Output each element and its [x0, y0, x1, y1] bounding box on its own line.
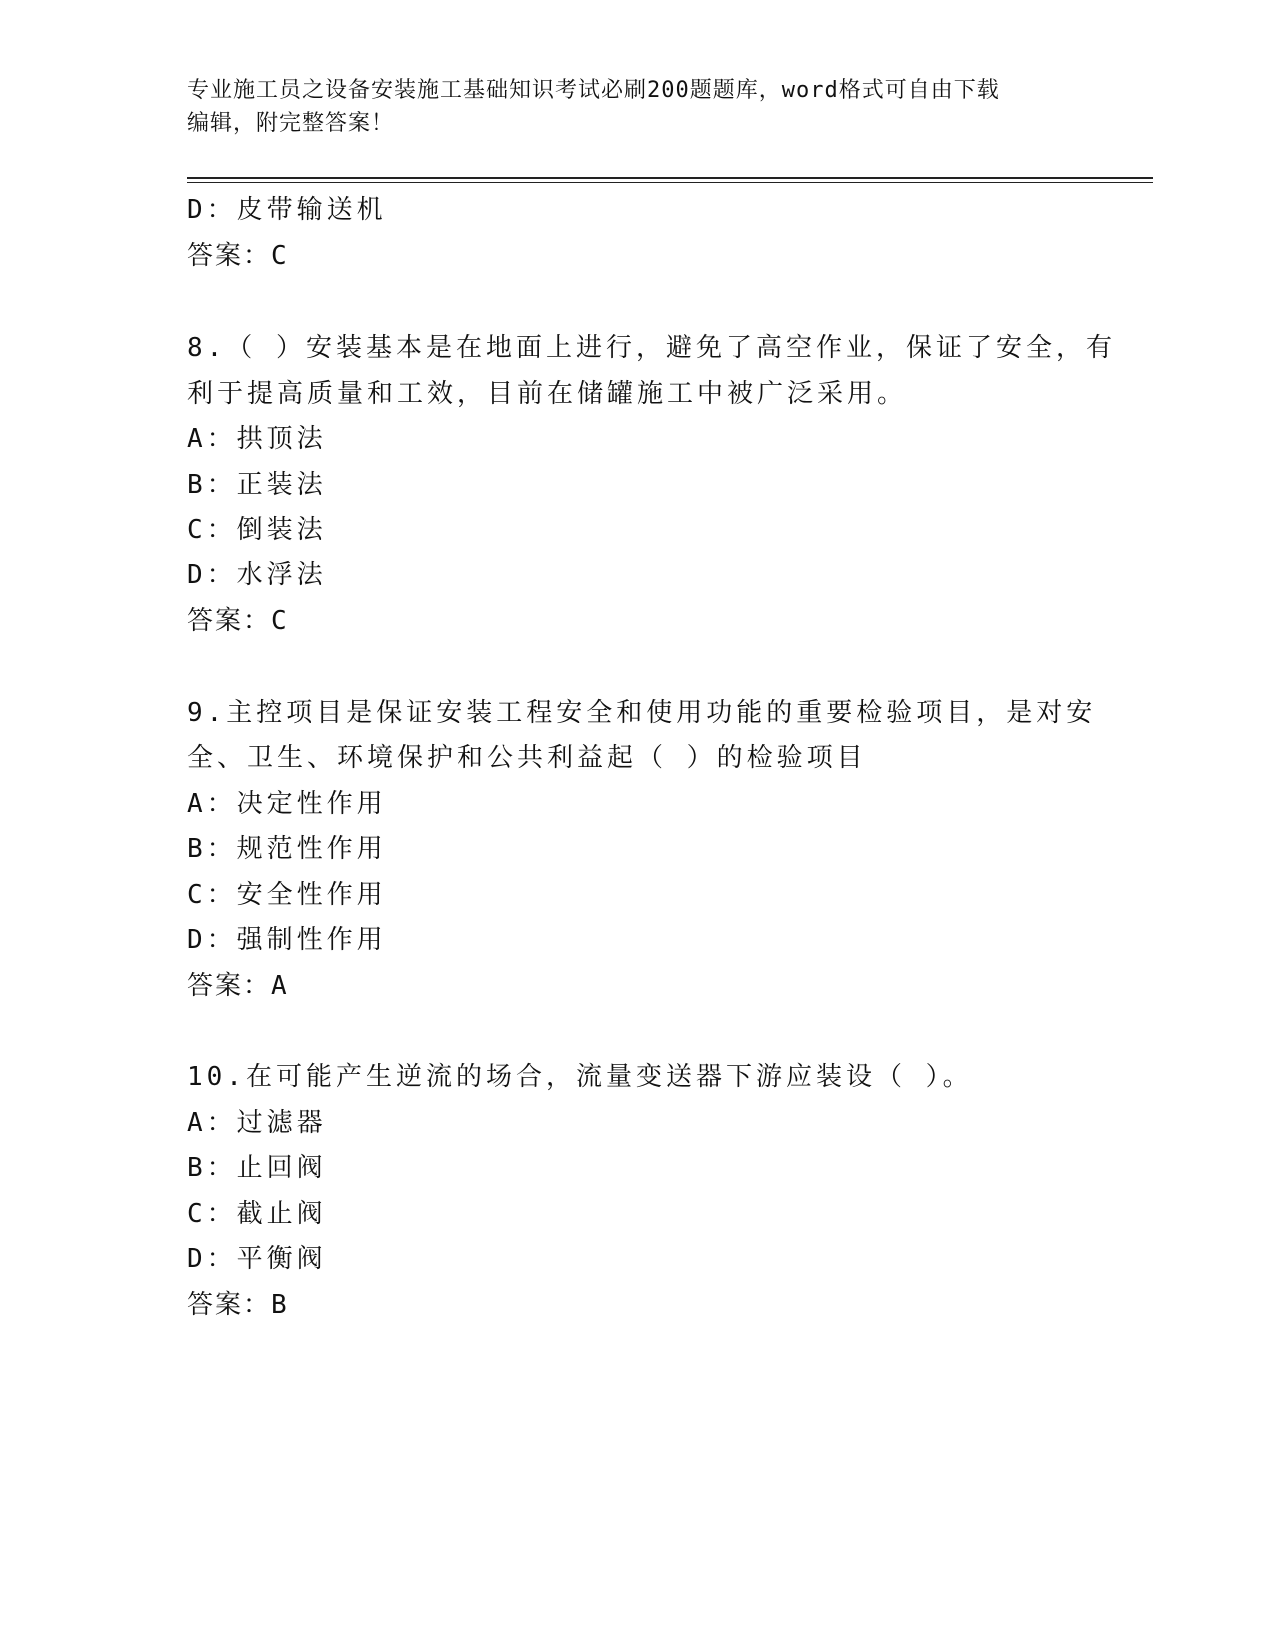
- header-divider-thin: [187, 182, 1153, 183]
- question-9-option-b: B：规范性作用: [187, 834, 387, 864]
- question-10-option-d: D：平衡阀: [187, 1244, 327, 1274]
- question-8-option-c: C：倒装法: [187, 515, 327, 545]
- prev-question-option-d: D：皮带输送机: [187, 195, 387, 225]
- question-10-option-c: C：截止阀: [187, 1199, 327, 1229]
- question-10-answer: 答案：B: [187, 1290, 289, 1320]
- question-8-stem-line-1: 8.（ ）安装基本是在地面上进行，避免了高空作业，保证了安全，有: [187, 333, 1116, 363]
- question-8-option-d: D：水浮法: [187, 560, 327, 590]
- question-9-stem-line-2: 全、卫生、环境保护和公共利益起（ ）的检验项目: [187, 743, 867, 773]
- header-title-line-2: 编辑，附完整答案！: [187, 111, 395, 136]
- header-title-line-1: 专业施工员之设备安装施工基础知识考试必刷200题题库，word格式可自由下载: [187, 78, 1000, 103]
- question-9-stem-line-1: 9.主控项目是保证安装工程安全和使用功能的重要检验项目，是对安: [187, 698, 1097, 728]
- question-9-option-c: C：安全性作用: [187, 880, 387, 910]
- question-8-answer: 答案：C: [187, 606, 289, 636]
- prev-question-answer: 答案：C: [187, 241, 289, 271]
- question-9-option-a: A：决定性作用: [187, 789, 387, 819]
- question-10-option-a: A：过滤器: [187, 1108, 327, 1138]
- question-8-stem-line-2: 利于提高质量和工效，目前在储罐施工中被广泛采用。: [187, 379, 908, 409]
- question-9-option-d: D：强制性作用: [187, 925, 387, 955]
- question-10-option-b: B：止回阀: [187, 1153, 327, 1183]
- document-header: [187, 74, 1087, 140]
- question-9-answer: 答案：A: [187, 971, 289, 1001]
- question-10-stem-line-1: 10.在可能产生逆流的场合，流量变送器下游应装设（ ）。: [187, 1062, 973, 1092]
- question-8-option-b: B：正装法: [187, 470, 327, 500]
- question-8-option-a: A：拱顶法: [187, 424, 327, 454]
- header-divider-thick: [187, 177, 1153, 179]
